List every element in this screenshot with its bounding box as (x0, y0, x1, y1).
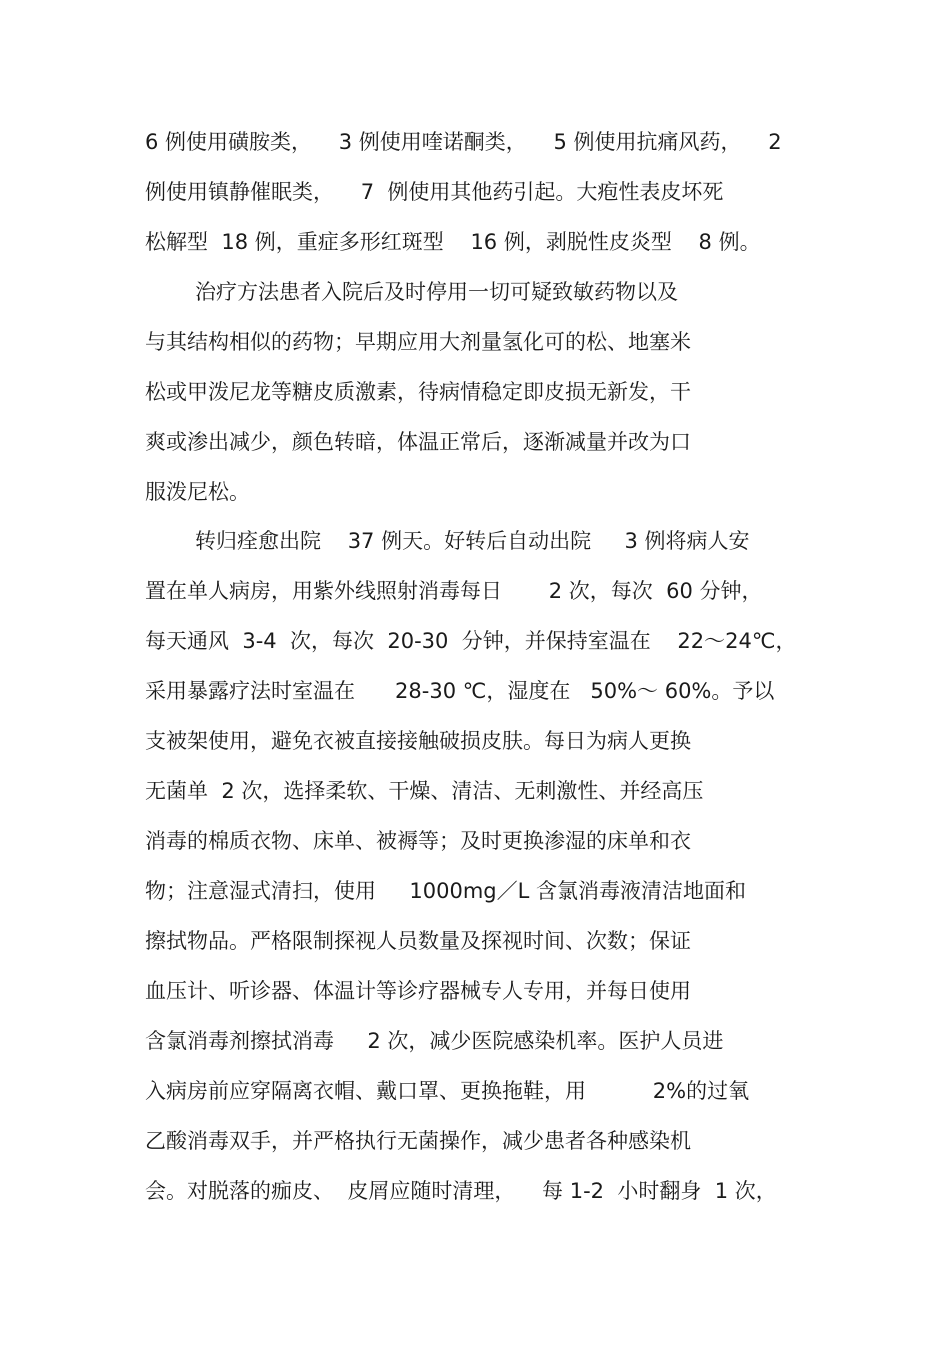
text-line: 服泼尼松。 (145, 480, 250, 504)
text-line: 每天通风 3-4 次，每次 20-30 分钟，并保持室温在 22～24℃， (145, 629, 797, 653)
text-line: 擦拭物品。严格限制探视人员数量及探视时间、次数；保证 (145, 929, 691, 953)
text-line: 无菌单 2 次，选择柔软、干燥、清洁、无刺激性、并经高压 (145, 779, 704, 803)
text-line: 含氯消毒剂擦拭消毒 2 次，减少医院感染机率。医护人员进 (145, 1029, 724, 1053)
text-line: 乙酸消毒双手，并严格执行无菌操作，减少患者各种感染机 (145, 1129, 691, 1153)
text-line: 入病房前应穿隔离衣帽、戴口罩、更换拖鞋，用 2%的过氧 (145, 1079, 750, 1103)
text-line: 消毒的棉质衣物、床单、被褥等；及时更换渗湿的床单和衣 (145, 829, 691, 853)
text-line: 支被架使用，避免衣被直接接触破损皮肤。每日为病人更换 (145, 729, 691, 753)
text-line: 置在单人病房，用紫外线照射消毒每日 2 次，每次 60 分钟， (145, 579, 763, 603)
paragraph-start-line: 治疗方法患者入院后及时停用一切可疑致敏药物以及 (195, 280, 678, 304)
text-line: 采用暴露疗法时室温在 28-30 ℃，湿度在 50%～ 60%。予以 (145, 679, 775, 703)
text-line: 例使用镇静催眠类， 7 例使用其他药引起。大疱性表皮坏死 (145, 180, 724, 204)
text-line: 与其结构相似的药物；早期应用大剂量氢化可的松、地塞米 (145, 330, 691, 354)
text-line: 爽或渗出减少，颜色转暗，体温正常后，逐渐减量并改为口 (145, 430, 691, 454)
text-line: 松或甲泼尼龙等糖皮质激素，待病情稳定即皮损无新发，干 (145, 380, 691, 404)
text-line: 会。对脱落的痂皮、 皮屑应随时清理， 每 1-2 小时翻身 1 次， (145, 1179, 777, 1203)
text-line: 6 例使用磺胺类， 3 例使用喹诺酮类， 5 例使用抗痛风药， 2 (145, 130, 782, 154)
text-line: 物；注意湿式清扫，使用 1000mg／L 含氯消毒液清洁地面和 (145, 879, 746, 903)
text-line: 松解型 18 例，重症多形红斑型 16 例，剥脱性皮炎型 8 例。 (145, 230, 761, 254)
paragraph-start-line: 转归痊愈出院 37 例天。好转后自动出院 3 例将病人安 (195, 529, 750, 553)
text-line: 血压计、听诊器、体温计等诊疗器械专人专用，并每日使用 (145, 979, 691, 1003)
